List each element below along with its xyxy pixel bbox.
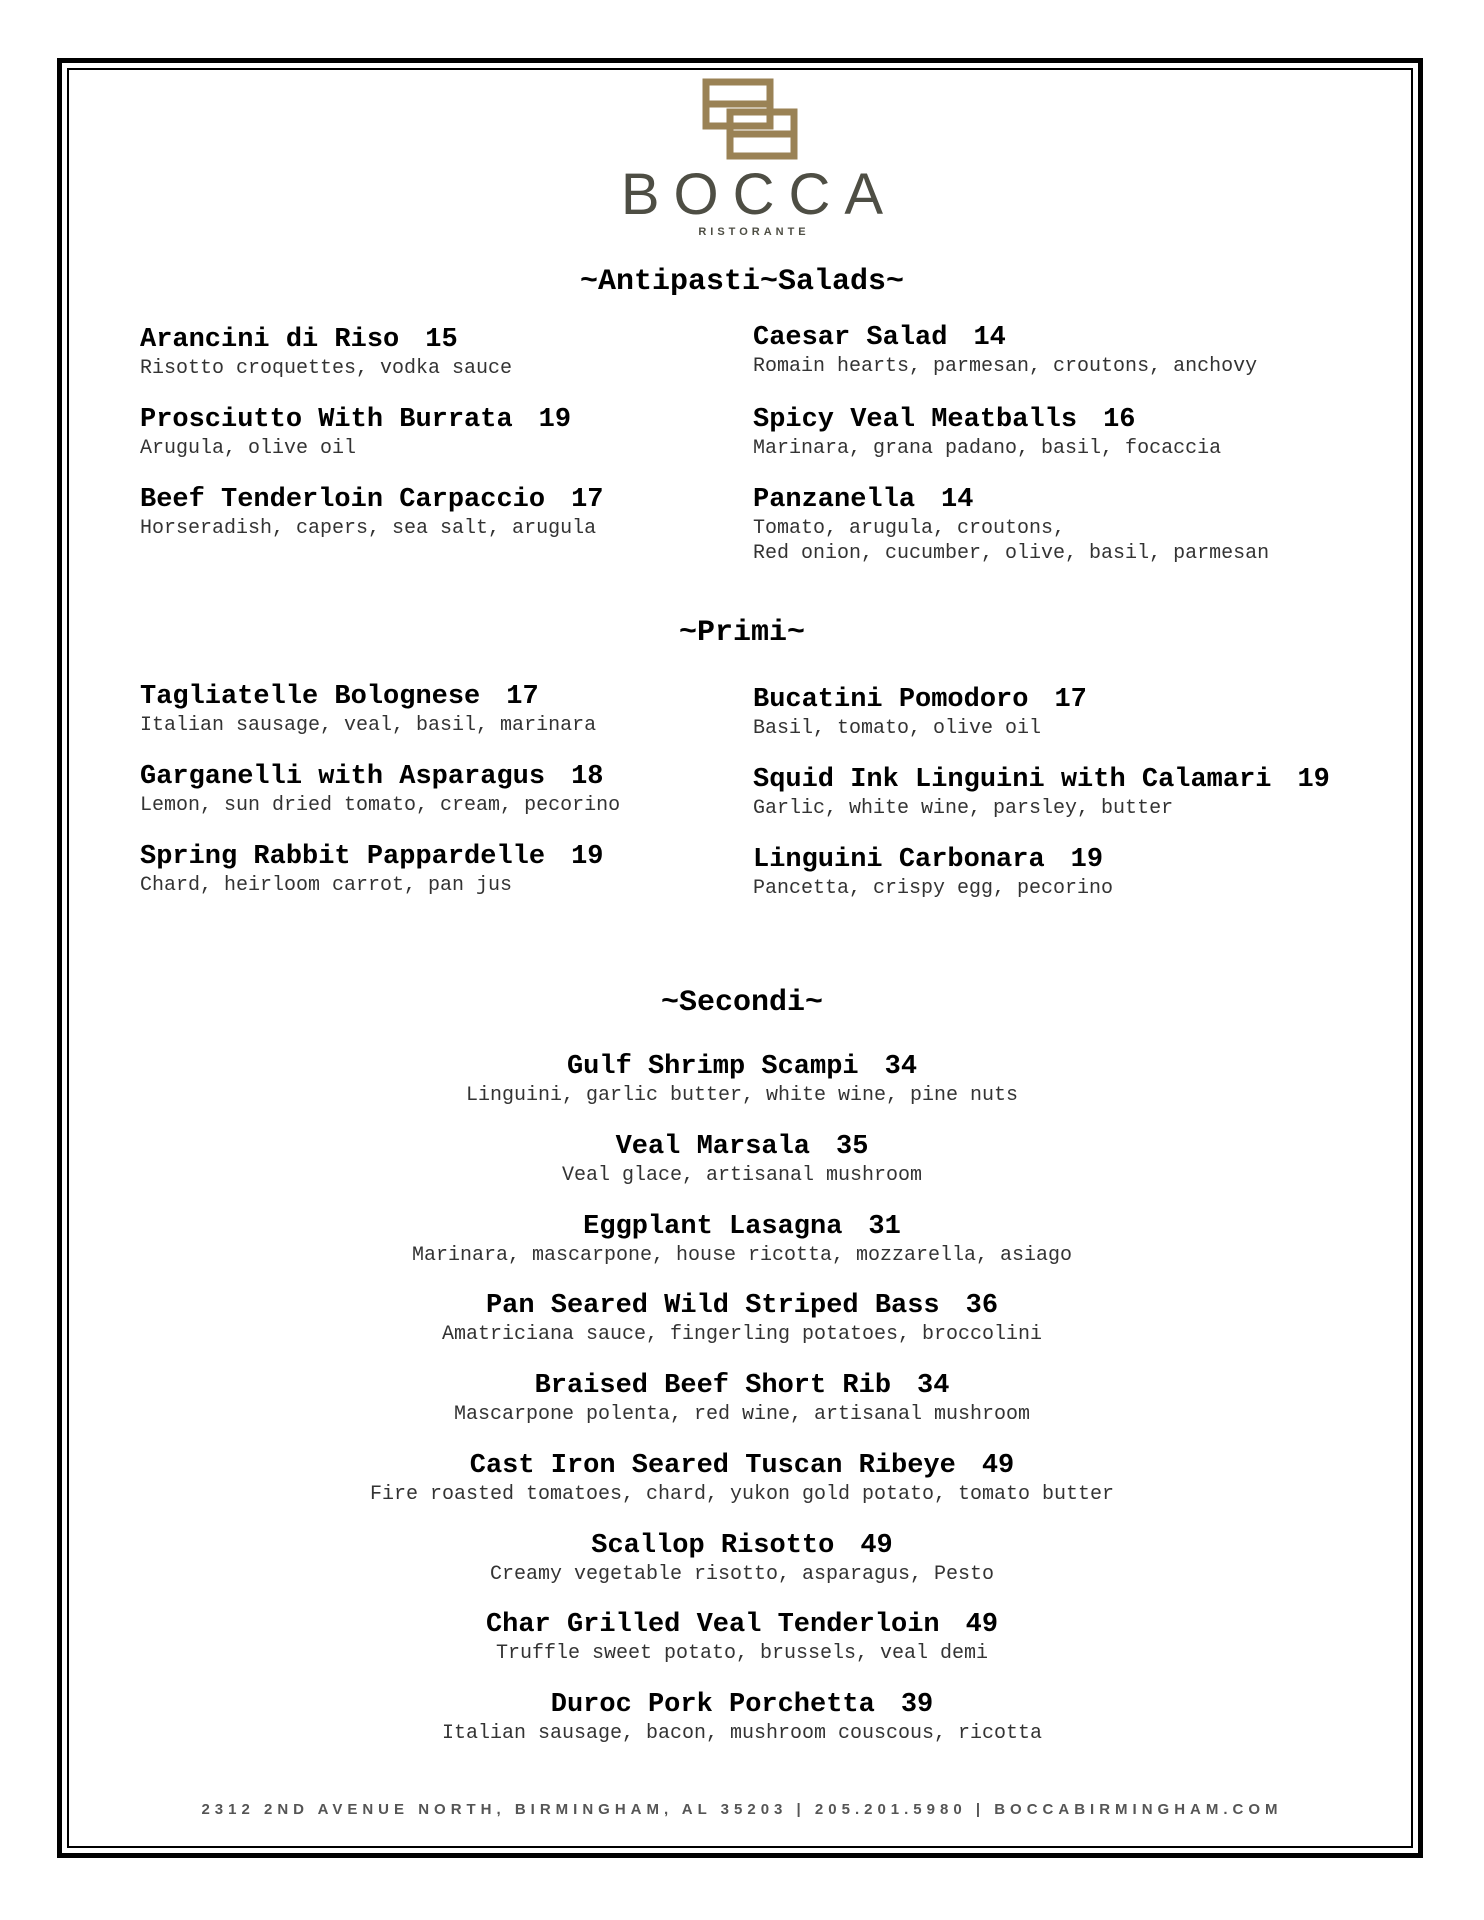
- item-description: Horseradish, capers, sea salt, arugula: [140, 517, 597, 540]
- menu-item: [0, 1290, 1484, 1347]
- item-name: Duroc Pork Porchetta: [550, 1690, 875, 1720]
- menu-item: [0, 1370, 1484, 1427]
- item-name: Squid Ink Linguini with Calamari: [753, 765, 1272, 795]
- item-name: Linguini Carbonara: [753, 845, 1045, 875]
- item-description: Fire roasted tomatoes, chard, yukon gold potato, tomato butter: [369, 1483, 1115, 1506]
- menu-item: [0, 1051, 1484, 1108]
- item-name: Prosciutto With Burrata: [140, 405, 513, 435]
- item-description: Arugula, olive oil: [140, 437, 357, 460]
- item-price: 19: [571, 842, 604, 872]
- item-price: 49: [981, 1451, 1015, 1481]
- item-name: Eggplant Lasagna: [583, 1212, 843, 1242]
- item-name: Spring Rabbit Pappardelle: [140, 842, 546, 872]
- item-description: Veal glace, artisanal mushroom: [561, 1164, 923, 1187]
- bocca-monogram-logo-icon: [702, 78, 802, 160]
- item-name: Beef Tenderloin Carpaccio: [140, 485, 546, 515]
- item-name: Veal Marsala: [615, 1132, 811, 1162]
- item-description: Truffle sweet potato, brussels, veal demi: [495, 1642, 989, 1665]
- item-price: 14: [973, 323, 1006, 353]
- item-price: 15: [425, 325, 458, 355]
- item-name: Gulf Shrimp Scampi: [566, 1052, 859, 1082]
- restaurant-logo: [597, 78, 907, 244]
- menu-item: [0, 1131, 1484, 1188]
- section-title-primi: ~Primi~: [678, 616, 806, 650]
- menu-item: [140, 404, 571, 461]
- item-description: Risotto croquettes, vodka sauce: [140, 357, 513, 380]
- item-price: 14: [941, 485, 974, 515]
- item-description: Lemon, sun dried tomato, cream, pecorino: [140, 794, 621, 817]
- item-description: Amatriciana sauce, fingerling potatoes, broccolini: [441, 1323, 1043, 1346]
- item-price: 16: [1103, 405, 1136, 435]
- item-price: 17: [506, 682, 539, 712]
- item-name: Spicy Veal Meatballs: [753, 405, 1078, 435]
- item-description: Garlic, white wine, parsley, butter: [753, 797, 1174, 820]
- menu-item: [753, 764, 1330, 821]
- menu-item: [140, 841, 603, 898]
- menu-item: [753, 404, 1221, 461]
- section-title-secondi: ~Secondi~: [660, 986, 824, 1020]
- menu-item: [753, 684, 1087, 741]
- item-name: Cast Iron Seared Tuscan Ribeye: [469, 1451, 956, 1481]
- item-name: Tagliatelle Bolognese: [140, 682, 481, 712]
- item-price: 35: [836, 1132, 869, 1162]
- item-price: 31: [868, 1212, 901, 1242]
- item-description: Chard, heirloom carrot, pan jus: [140, 874, 513, 897]
- item-price: 49: [860, 1531, 893, 1561]
- item-name: Panzanella: [753, 485, 916, 515]
- item-name: Pan Seared Wild Striped Bass: [485, 1291, 940, 1321]
- menu-item: [753, 322, 1257, 379]
- menu-item: [140, 761, 620, 818]
- menu-item: [0, 1211, 1484, 1268]
- menu-item: [0, 1450, 1484, 1507]
- item-price: 19: [1297, 765, 1330, 795]
- logo-subtitle: RISTORANTE: [698, 226, 810, 238]
- item-description: Marinara, mascarpone, house ricotta, mozzarella, asiago: [411, 1244, 1073, 1267]
- item-description: Marinara, grana padano, basil, focaccia: [753, 437, 1222, 460]
- item-name: Caesar Salad: [753, 323, 948, 353]
- menu-item: [140, 681, 596, 738]
- footer-contact: 2312 2ND AVENUE NORTH, BIRMINGHAM, AL 35203 | 205.201.5980 | BOCCABIRMINGHAM.COM: [201, 1801, 1283, 1818]
- item-name: Garganelli with Asparagus: [140, 762, 546, 792]
- item-description: Linguini, garlic butter, white wine, pine nuts: [465, 1084, 1019, 1107]
- item-price: 19: [1070, 845, 1104, 875]
- item-price: 36: [965, 1291, 999, 1321]
- item-description: Mascarpone polenta, red wine, artisanal mushroom: [453, 1403, 1031, 1426]
- menu-item: [753, 484, 1269, 566]
- item-price: 18: [571, 762, 604, 792]
- item-name: Char Grilled Veal Tenderloin: [485, 1610, 940, 1640]
- item-name: Braised Beef Short Rib: [534, 1371, 892, 1401]
- menu-item: [140, 484, 603, 541]
- item-description: Italian sausage, veal, basil, marinara: [140, 714, 597, 737]
- item-description: Romain hearts, parmesan, croutons, anchovy: [753, 355, 1258, 378]
- item-description: Italian sausage, bacon, mushroom couscous, ricotta: [441, 1722, 1043, 1745]
- item-price: 49: [965, 1610, 999, 1640]
- menu-item: [753, 844, 1113, 901]
- item-description: Pancetta, crispy egg, pecorino: [753, 877, 1114, 900]
- item-price: 34: [884, 1052, 918, 1082]
- item-description: Creamy vegetable risotto, asparagus, Pesto: [489, 1563, 995, 1586]
- menu-item: [0, 1609, 1484, 1666]
- menu-item: [0, 1530, 1484, 1587]
- item-description: Basil, tomato, olive oil: [753, 717, 1042, 740]
- item-price: 17: [1054, 685, 1087, 715]
- item-price: 39: [900, 1690, 934, 1720]
- item-price: 19: [538, 405, 572, 435]
- section-title-antipasti: ~Antipasti~Salads~: [579, 265, 905, 299]
- logo-wordmark: BOCCA: [620, 162, 898, 227]
- item-price: 17: [571, 485, 604, 515]
- menu-item: [0, 1689, 1484, 1746]
- item-description: Tomato, arugula, croutons, Red onion, cucumber, olive, basil, parmesan: [753, 517, 1270, 565]
- item-price: 34: [917, 1371, 950, 1401]
- item-name: Arancini di Riso: [140, 325, 400, 355]
- item-name: Bucatini Pomodoro: [753, 685, 1029, 715]
- menu-item: [140, 324, 512, 381]
- item-name: Scallop Risotto: [591, 1531, 835, 1561]
